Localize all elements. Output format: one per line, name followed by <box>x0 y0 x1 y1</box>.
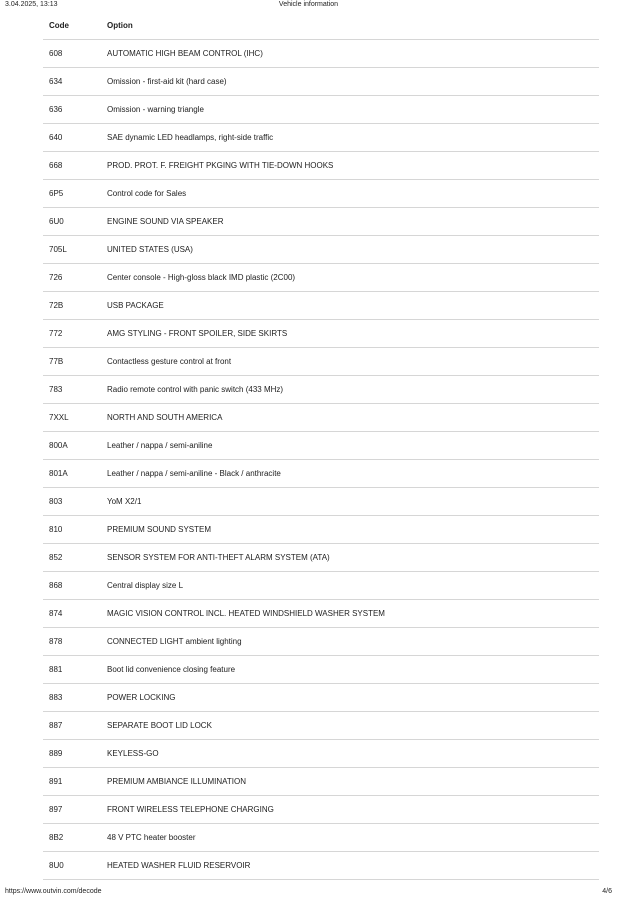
table-row <box>43 768 599 796</box>
option-code: 887 <box>43 712 101 740</box>
option-description: POWER LOCKING <box>101 684 599 712</box>
option-description: PREMIUM AMBIANCE ILLUMINATION <box>101 768 599 796</box>
table-row <box>43 712 599 740</box>
column-header-option: Option <box>101 11 599 40</box>
option-code: 897 <box>43 796 101 824</box>
print-footer <box>0 886 617 898</box>
option-description: 48 V PTC heater booster <box>101 824 599 852</box>
option-code: 6U0 <box>43 208 101 236</box>
table-row <box>43 488 599 516</box>
option-description: Leather / nappa / semi-aniline <box>101 432 599 460</box>
table-row <box>43 628 599 656</box>
option-description: FRONT WIRELESS TELEPHONE CHARGING <box>101 796 599 824</box>
option-code: 72B <box>43 292 101 320</box>
table-row <box>43 152 599 180</box>
option-description: AMG STYLING - FRONT SPOILER, SIDE SKIRTS <box>101 320 599 348</box>
print-date: 3.04.2025, 13:13 <box>5 1 58 8</box>
table-row <box>43 796 599 824</box>
table-row <box>43 824 599 852</box>
option-description: SENSOR SYSTEM FOR ANTI-THEFT ALARM SYSTEM (ATA) <box>101 544 599 572</box>
table-row <box>43 544 599 572</box>
option-description: UNITED STATES (USA) <box>101 236 599 264</box>
table-row <box>43 68 599 96</box>
table-row <box>43 96 599 124</box>
option-description: NORTH AND SOUTH AMERICA <box>101 404 599 432</box>
table-row <box>43 572 599 600</box>
options-table-container <box>43 11 599 880</box>
option-description: Center console - High-gloss black IMD plastic (2C00) <box>101 264 599 292</box>
option-description: Contactless gesture control at front <box>101 348 599 376</box>
option-description: SEPARATE BOOT LID LOCK <box>101 712 599 740</box>
table-row <box>43 432 599 460</box>
options-table <box>43 11 599 880</box>
option-code: 634 <box>43 68 101 96</box>
table-row <box>43 852 599 880</box>
option-code: 883 <box>43 684 101 712</box>
option-description: USB PACKAGE <box>101 292 599 320</box>
table-row <box>43 208 599 236</box>
option-description: Radio remote control with panic switch (433 MHz) <box>101 376 599 404</box>
option-code: 803 <box>43 488 101 516</box>
option-code: 800A <box>43 432 101 460</box>
option-code: 878 <box>43 628 101 656</box>
table-row <box>43 264 599 292</box>
print-title: Vehicle information <box>278 1 339 8</box>
option-description: SAE dynamic LED headlamps, right-side traffic <box>101 124 599 152</box>
print-url: https://www.outvin.com/decode <box>5 888 102 895</box>
option-code: 636 <box>43 96 101 124</box>
option-code: 772 <box>43 320 101 348</box>
option-code: 668 <box>43 152 101 180</box>
option-code: 852 <box>43 544 101 572</box>
table-row <box>43 516 599 544</box>
table-row <box>43 124 599 152</box>
option-code: 868 <box>43 572 101 600</box>
option-description: PREMIUM SOUND SYSTEM <box>101 516 599 544</box>
option-description: Leather / nappa / semi-aniline - Black / anthracite <box>101 460 599 488</box>
table-row <box>43 348 599 376</box>
option-code: 801A <box>43 460 101 488</box>
page-number: 4/6 <box>602 888 612 895</box>
option-code: 881 <box>43 656 101 684</box>
option-description: PROD. PROT. F. FREIGHT PKGING WITH TIE-DOWN HOOKS <box>101 152 599 180</box>
option-code: 6P5 <box>43 180 101 208</box>
option-description: Central display size L <box>101 572 599 600</box>
option-description: Control code for Sales <box>101 180 599 208</box>
option-description: Omission - warning triangle <box>101 96 599 124</box>
option-code: 7XXL <box>43 404 101 432</box>
option-description: Boot lid convenience closing feature <box>101 656 599 684</box>
option-code: 77B <box>43 348 101 376</box>
option-code: 889 <box>43 740 101 768</box>
option-description: HEATED WASHER FLUID RESERVOIR <box>101 852 599 880</box>
option-code: 705L <box>43 236 101 264</box>
option-description: MAGIC VISION CONTROL INCL. HEATED WINDSHIELD WASHER SYSTEM <box>101 600 599 628</box>
table-header-row <box>43 11 599 40</box>
table-row <box>43 600 599 628</box>
option-description: Omission - first-aid kit (hard case) <box>101 68 599 96</box>
table-row <box>43 684 599 712</box>
option-description: ENGINE SOUND VIA SPEAKER <box>101 208 599 236</box>
print-header <box>0 0 617 10</box>
table-row <box>43 656 599 684</box>
option-code: 891 <box>43 768 101 796</box>
option-code: 608 <box>43 40 101 68</box>
option-description: KEYLESS-GO <box>101 740 599 768</box>
table-row <box>43 404 599 432</box>
option-code: 874 <box>43 600 101 628</box>
option-description: CONNECTED LIGHT ambient lighting <box>101 628 599 656</box>
table-row <box>43 740 599 768</box>
table-row <box>43 376 599 404</box>
table-row <box>43 292 599 320</box>
option-code: 8B2 <box>43 824 101 852</box>
option-code: 783 <box>43 376 101 404</box>
option-description: AUTOMATIC HIGH BEAM CONTROL (IHC) <box>101 40 599 68</box>
option-code: 8U0 <box>43 852 101 880</box>
table-row <box>43 320 599 348</box>
option-code: 726 <box>43 264 101 292</box>
table-row <box>43 460 599 488</box>
table-row <box>43 236 599 264</box>
option-description: YoM X2/1 <box>101 488 599 516</box>
column-header-code: Code <box>43 11 101 40</box>
table-row <box>43 180 599 208</box>
option-code: 640 <box>43 124 101 152</box>
option-code: 810 <box>43 516 101 544</box>
table-row <box>43 40 599 68</box>
